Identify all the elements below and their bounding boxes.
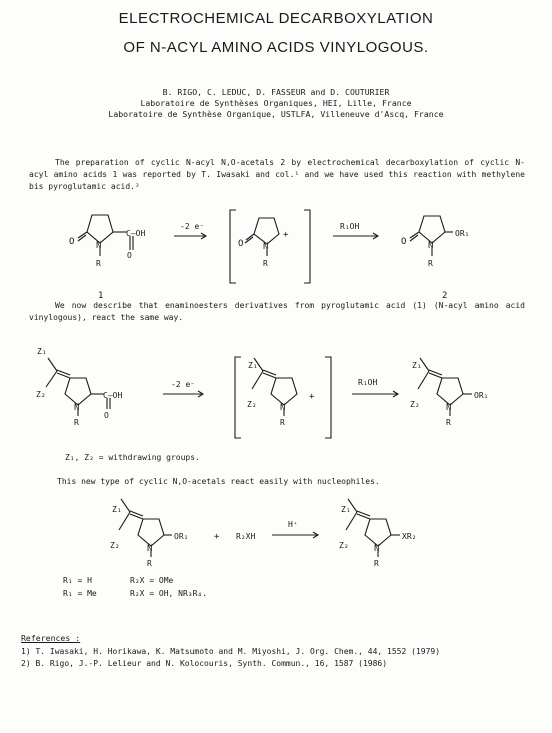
compound-2-or1: OR₁: [455, 229, 470, 238]
compound-2-label: 2: [442, 291, 448, 301]
third-paragraph: This new type of cyclic N,O-acetals react easily with nucleophiles.: [57, 477, 380, 486]
affiliation-1: Laboratoire de Synthèses Organiques, HEI, Lille, France: [140, 98, 412, 108]
scheme-1-arrow-1-label: -2 e⁻: [180, 222, 205, 231]
enamino-acid-n: N: [74, 403, 80, 413]
references-heading: References :: [21, 633, 81, 643]
intermediate-1-n: N: [263, 242, 269, 252]
scheme-1-left-bracket: [230, 210, 236, 283]
enamino-acid-r: R: [74, 418, 79, 427]
withdrawing-groups-note: Z₁, Z₂ = withdrawing groups.: [65, 453, 200, 462]
reference-1: 1) T. Iwasaki, H. Horikawa, K. Matsumoto and M. Miyoshi, J. Org. Chem., 44, 1552 (1979): [21, 647, 441, 656]
nucleophile-reagent: R₂XH: [236, 532, 256, 541]
scheme-2-arrow-2-label: R₁OH: [358, 378, 378, 387]
compound-1-structure: [69, 215, 145, 268]
scheme-2-left-bracket: [235, 357, 241, 438]
compound-2-structure: [401, 216, 469, 268]
reaction-scheme-3: [110, 499, 416, 568]
acetal-r: R: [147, 559, 152, 568]
paper-title-line-2: OF N-ACYL AMINO ACIDS VINYLOGOUS.: [123, 39, 429, 56]
compound-2-n: N: [428, 241, 434, 251]
compound-1-label: 1: [98, 291, 104, 301]
scheme-3-plus: +: [214, 532, 220, 542]
condition-r2x-ome: R₂X = OMe: [130, 576, 174, 585]
scheme-2-right-bracket: [325, 357, 331, 438]
substituted-product-z2: Z₂: [339, 541, 349, 550]
acetal-z1: Z₁: [112, 505, 122, 514]
product-2-or1: OR₁: [474, 391, 489, 400]
product-2-z1: Z₁: [412, 361, 422, 370]
scheme-3-arrow-label: H⁺: [288, 520, 298, 529]
intermediate-2-charge: +: [309, 392, 315, 402]
intermediate-1-o: O: [238, 239, 244, 249]
product-2-n: N: [446, 403, 452, 413]
compound-1-carboxyl-o: O: [127, 251, 132, 260]
compound-2-r: R: [428, 259, 433, 268]
intermediate-2-z2: Z₂: [247, 400, 257, 409]
compound-2-o: O: [401, 237, 407, 247]
substituted-product-xr2: XR₂: [402, 532, 417, 541]
substituted-product-n: N: [374, 544, 380, 554]
affiliation-2: Laboratoire de Synthèse Organique, USTLFA, Villeneuve d'Ascq, France: [108, 109, 444, 119]
substituted-product-r: R: [374, 559, 379, 568]
acetal-or1: OR₁: [174, 532, 189, 541]
compound-1-n: N: [96, 241, 102, 251]
compound-1-carbonyl-o: O: [69, 237, 75, 247]
substituted-product-z1: Z₁: [341, 505, 351, 514]
acetal-z2: Z₂: [110, 541, 120, 550]
product-2-r: R: [446, 418, 451, 427]
acetal-n: N: [147, 544, 153, 554]
scheme-1-right-bracket: [304, 210, 310, 283]
author-names: B. RIGO, C. LEDUC, D. FASSEUR and D. COUTURIER: [162, 87, 390, 97]
scheme-1-arrow-2-label: R₁OH: [340, 222, 360, 231]
intro-paragraph: The preparation of cyclic N-acyl N,O-acetals 2 by electrochemical decarboxylation of cyclic N-acyl amino acids 1 was reported by T. Iwasaki and col.¹ and we have used this reaction with methylene bis pyroglutamic acid.²: [29, 158, 525, 192]
second-paragraph: We now describe that enaminoesters derivatives from pyroglutamic acid (1) (N-acyl amino acid vinylogous), react the same way.: [29, 301, 525, 323]
enamino-acid-z2: Z₂: [36, 390, 46, 399]
compound-1-carboxyl: C–OH: [126, 229, 146, 238]
paper-title-line-1: ELECTROCHEMICAL DECARBOXYLATION: [118, 10, 434, 27]
reaction-scheme-2: [36, 347, 488, 438]
enamino-acid-carbonyl-o: O: [104, 411, 109, 420]
condition-r1-h: R₁ = H: [63, 576, 92, 585]
enamino-acid-carboxyl: C–OH: [103, 391, 123, 400]
condition-r2x-oh: R₂X = OH, NR₃R₄.: [130, 589, 208, 598]
intermediate-2-r: R: [280, 418, 285, 427]
scheme-1-intermediate: [238, 218, 289, 268]
intermediate-2-n: N: [280, 403, 286, 413]
reference-2: 2) B. Rigo, J.-P. Lelieur and N. Kolocouris, Synth. Commun., 16, 1587 (1986): [21, 659, 388, 668]
compound-1-r: R: [96, 259, 101, 268]
intermediate-1-charge: +: [283, 230, 289, 240]
product-2-z2: Z₂: [410, 400, 420, 409]
condition-r1-me: R₁ = Me: [63, 589, 97, 598]
scheme-2-arrow-1-label: -2 e⁻: [171, 380, 196, 389]
intermediate-1-r: R: [263, 259, 268, 268]
enamino-acid-z1: Z₁: [37, 347, 47, 356]
intermediate-2-z1: Z₁: [248, 361, 258, 370]
